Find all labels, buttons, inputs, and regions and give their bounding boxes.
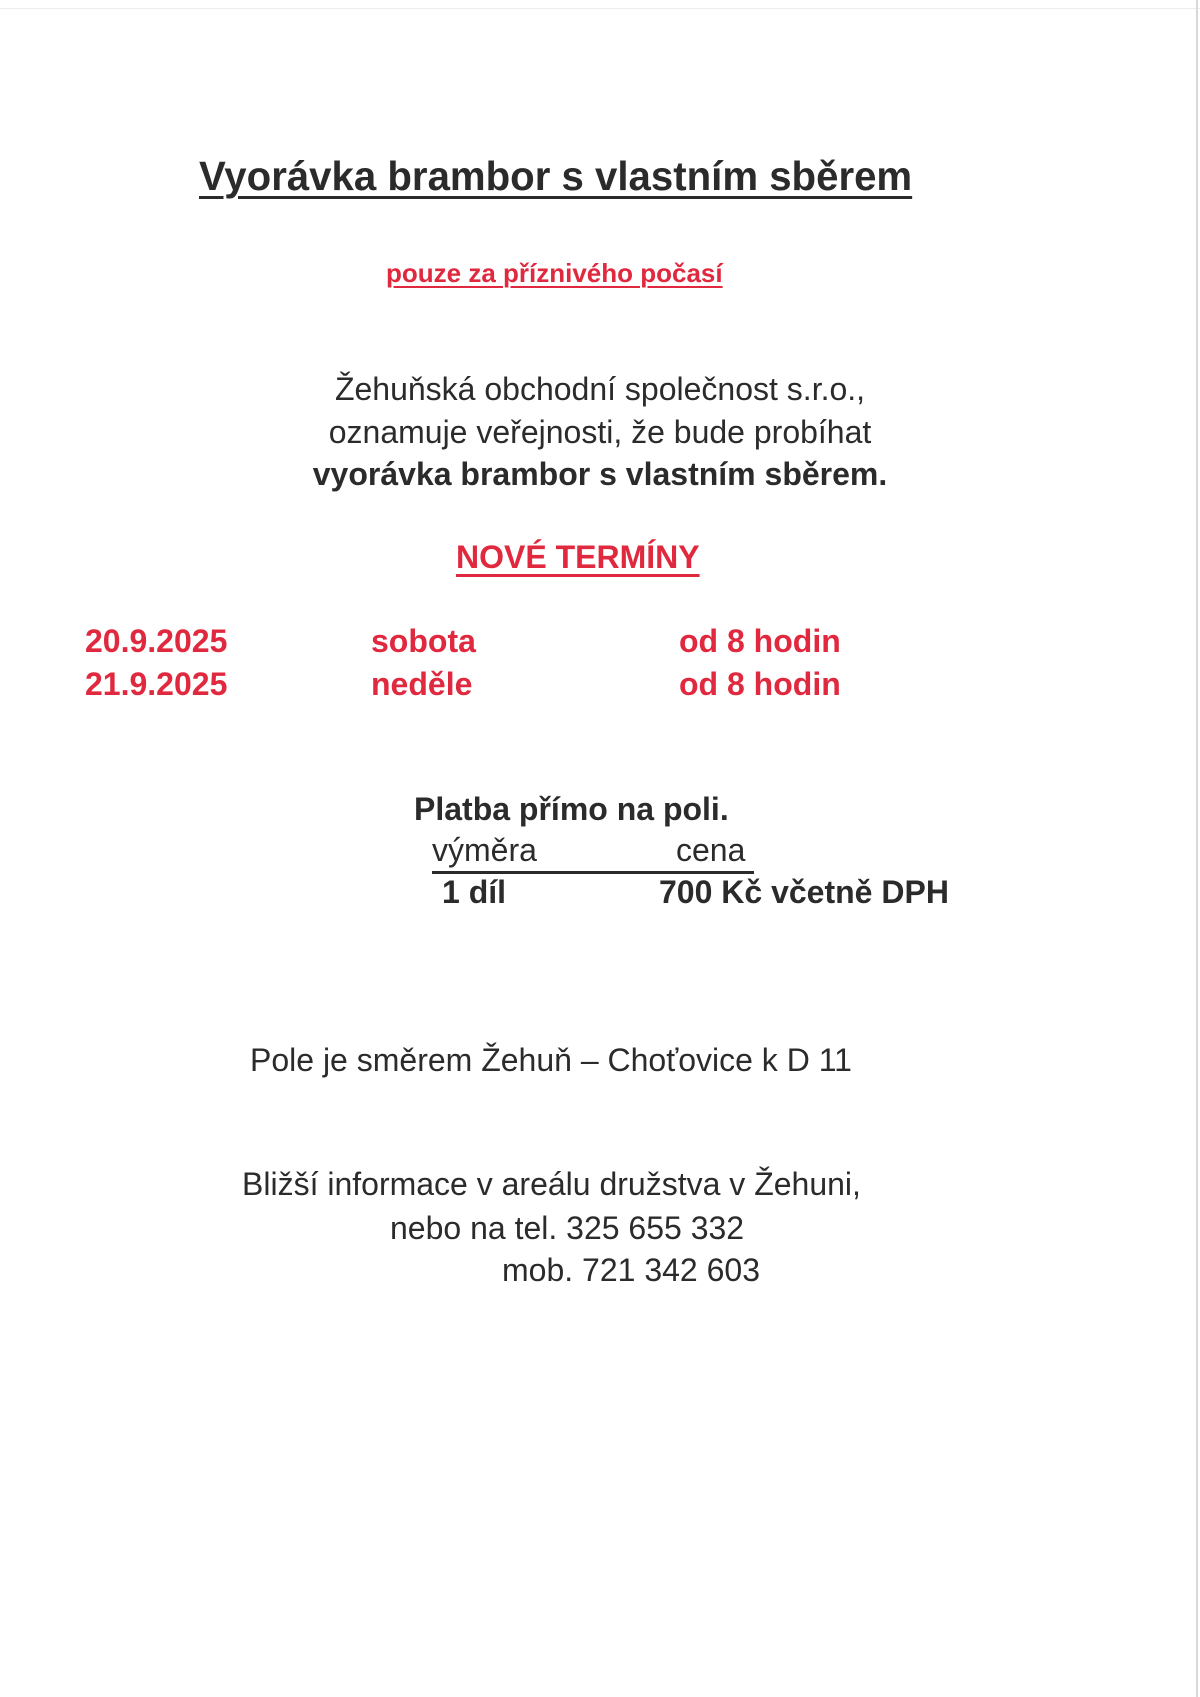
price-value: 700 Kč včetně DPH [659, 874, 949, 910]
intro-line: Žehuňská obchodní společnost s.r.o., [334, 371, 866, 407]
page-edge [0, 8, 1200, 9]
schedule-heading: NOVÉ TERMÍNY [456, 539, 700, 575]
column-price: cena [676, 832, 746, 868]
price-table-header [432, 834, 754, 874]
intro-line: oznamuje veřejnosti, že bude probíhat [328, 414, 872, 450]
weather-note: pouze za příznivého počasí [386, 258, 723, 288]
contact-mobile: mob. 721 342 603 [502, 1252, 760, 1288]
contact-line: Bližší informace v areálu družstva v Žehuni, [242, 1166, 861, 1202]
column-area: výměra [432, 832, 537, 868]
payment-heading: Platba přímo na poli. [414, 791, 729, 827]
schedule-time: od 8 hodin [679, 623, 841, 659]
schedule-day: neděle [371, 666, 473, 702]
schedule-date: 21.9.2025 [85, 666, 228, 702]
contact-phone: nebo na tel. 325 655 332 [390, 1210, 745, 1246]
document-title: Vyorávka brambor s vlastním sběrem [199, 153, 913, 199]
schedule-time: od 8 hodin [679, 666, 841, 702]
area-value: 1 díl [442, 874, 507, 910]
schedule-day: sobota [371, 623, 476, 659]
field-location: Pole je směrem Žehuň – Choťovice k D 11 [250, 1042, 852, 1078]
schedule-date: 20.9.2025 [85, 623, 228, 659]
page-edge [1196, 0, 1198, 1697]
intro-line: vyorávka brambor s vlastním sběrem. [312, 456, 888, 492]
